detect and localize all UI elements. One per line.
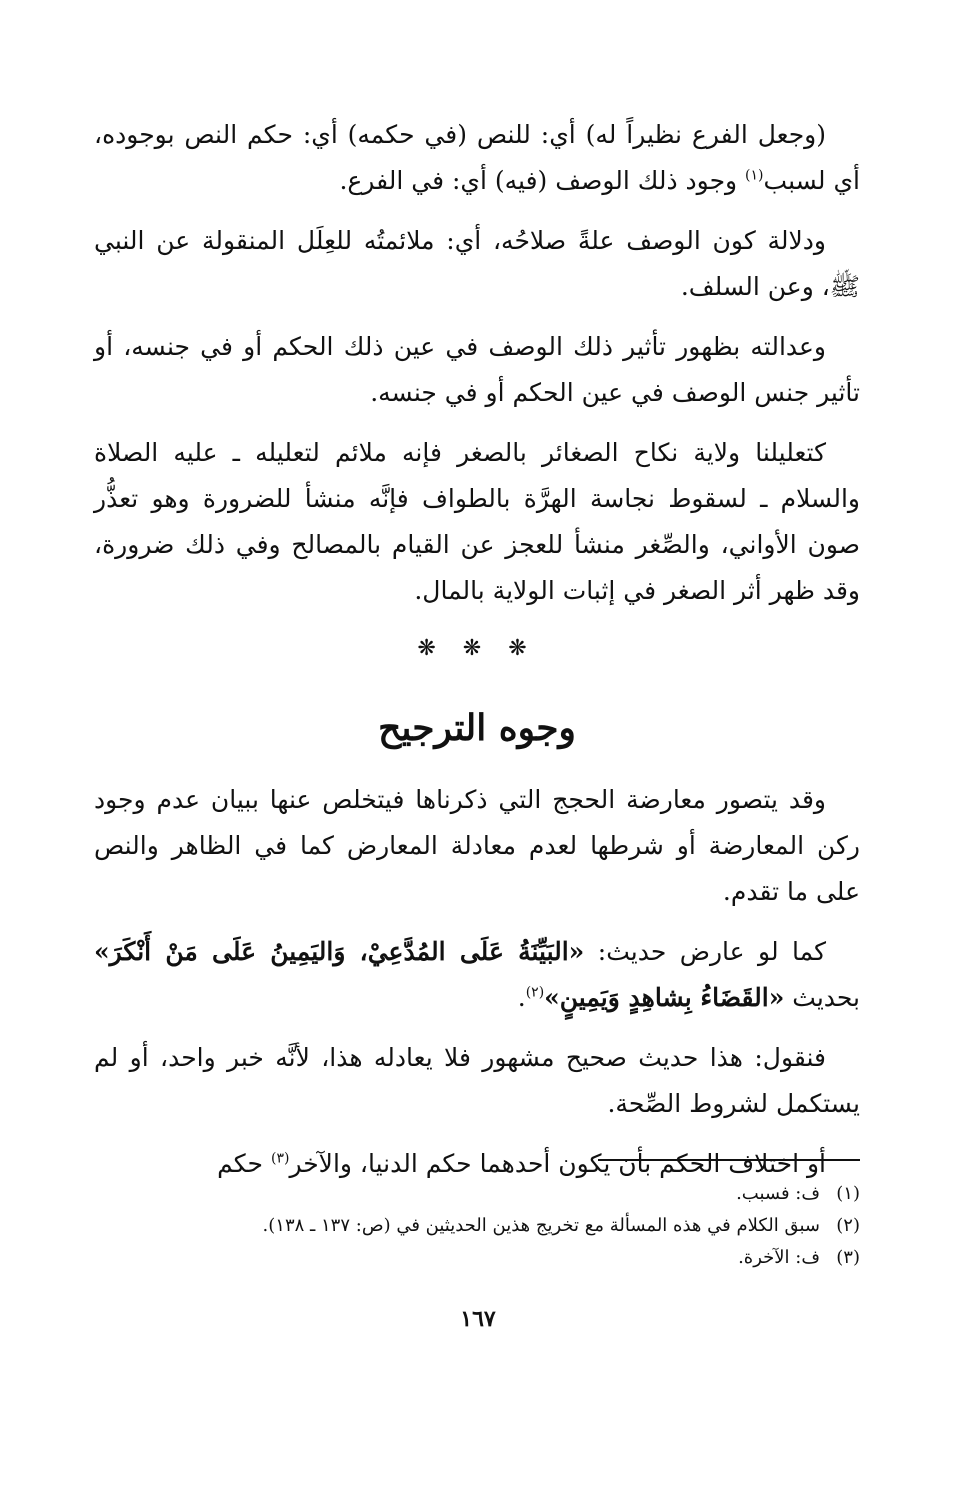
footnote-text: ف: فسبب.	[736, 1183, 820, 1204]
paragraph-6	[94, 929, 860, 1021]
footnote-number: (١)	[836, 1183, 860, 1204]
section-separator: ❋ ❋ ❋	[417, 636, 537, 661]
footnote-text: ف: الآخرة.	[738, 1247, 820, 1268]
page-number: ١٦٧	[460, 1306, 496, 1332]
paragraph-8-tail: حكم	[217, 1149, 271, 1178]
paragraph-2: ودلالة كون الوصف علةً صلاحُه، أي: ملائمتُه للعِلَل المنقولة عن النبي ﷺ، وعن السلف.	[94, 226, 860, 301]
footnote-ref-3[interactable]: (٣)	[270, 1150, 290, 1167]
section-heading: وجوه الترجيح	[378, 707, 576, 749]
paragraph-1-tail: وجود ذلك الوصف (فيه) أي: في الفرع.	[339, 166, 746, 195]
hadith-quote-1: «البَيِّنَةُ عَلَى المُدَّعِيْ، وَاليَمِينُ عَلَى مَنْ أَنْكَرَ»	[94, 937, 585, 966]
hadith-quote-2: «القَضَاءُ بِشاهِدٍ وَيَمِينٍ»	[544, 983, 785, 1012]
paragraph-1-text: (وجعل الفرع نظيراً له) أي: للنص (في حكمه) أي: حكم النص بوجوده، أي لسبب	[94, 120, 860, 195]
paragraph-1	[94, 112, 860, 204]
footnote-2	[94, 1210, 860, 1242]
paragraph-6-end: .	[517, 983, 526, 1012]
paragraph-7: فنقول: هذا حديث صحيح مشهور فلا يعادله هذا، لأنَّه خبر واحد، أو لم يستكمل لشروط الصِّحة.	[94, 1043, 860, 1118]
page-body	[94, 112, 860, 1201]
footnote-text: سبق الكلام في هذه المسألة مع تخريج هذين الحديثين في (ص: ١٣٧ ـ ١٣٨).	[262, 1215, 820, 1236]
footnote-1	[94, 1178, 860, 1210]
footnote-number: (٢)	[836, 1215, 860, 1236]
footnote-ref-2[interactable]: (٢)	[525, 984, 545, 1001]
footnote-ref-1[interactable]: (١)	[745, 167, 764, 184]
paragraph-4: كتعليلنا ولاية نكاح الصغائر بالصغر فإنه ملائم لتعليله ـ عليه الصلاة والسلام ـ لسقوط نجاسة الهرَّة بالطواف فإنَّه منشأ للضرورة وهو تعذُّر صون الأواني، والصِّغر منشأ للعجز عن القيام بالمصالح وفي ذلك ضرورة، وقد ظهر أثر الصغر في إثبات الولاية بالمال.	[94, 438, 860, 605]
paragraph-8-lead: أو اختلاف الحكم بأن يكون أحدهما حكم الدنيا، والآخر	[289, 1149, 826, 1178]
paragraph-5: وقد يتصور معارضة الحجج التي ذكرناها فيتخلص عنها ببيان عدم وجود ركن المعارضة أو شرطها لعدم معادلة المعارض كما في الظاهر والنص على ما تقدم.	[94, 785, 860, 906]
paragraph-3: وعدالته بظهور تأثير ذلك الوصف في عين ذلك الحكم أو في جنسه، أو تأثير جنس الوصف في عين الحكم أو في جنسه.	[94, 332, 860, 407]
footnote-number: (٣)	[836, 1247, 860, 1268]
footnote-divider	[598, 1159, 860, 1161]
paragraph-6-lead: كما لو عارض حديث:	[584, 937, 826, 966]
paragraph-6-mid: بحديث	[784, 983, 860, 1012]
footnotes	[94, 1178, 860, 1274]
footnote-3	[94, 1242, 860, 1274]
